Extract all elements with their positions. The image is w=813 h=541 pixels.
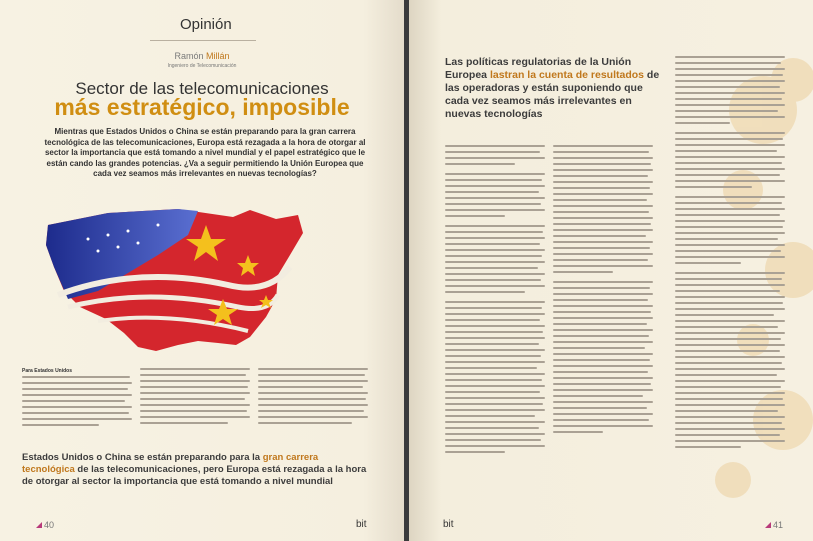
pull-quote-highlight: gran carrera tecnológica (22, 452, 319, 475)
article-lead: Mientras que Estados Unidos o China se están preparando para la gran carrera tecnológica de las telecomunicaciones, Europa está rezagada a la hora de otorgar al sector la importancia que está tomando a nivel mundial y el papel estratégico que le están cando las grandes potencias. ¿Va a seguir permitiendo la Unión Europea que cada vez seamos más irrelevantes en nuevas tecnologías? (44, 127, 366, 178)
magazine-logo-right: bit (443, 519, 454, 530)
page-number-right: 41 (765, 520, 783, 530)
right-pull-quote: Las políticas regulatorias de la Unión Europea lastran la cuenta de resultados de las operadoras y están suponiendo que cada vez seamos más irrelevantes en nuevas tecnologías (445, 56, 660, 120)
section-title: Opinión (180, 16, 232, 33)
right-column-3 (675, 56, 785, 452)
page-number-left: 40 (36, 520, 54, 530)
author-name (0, 51, 404, 61)
author-first-name: Ramón (174, 51, 204, 61)
right-page (409, 0, 813, 541)
column-3 (258, 368, 368, 428)
right-pull-quote-highlight: lastran la cuenta de resultados (489, 69, 644, 81)
column-1 (22, 368, 132, 430)
section-divider (150, 40, 256, 41)
pull-quote: Estados Unidos o China se están preparando para la gran carrera tecnológica de las telecomunicaciones, pero Europa está rezagada a la hora de otorgar al sector la importancia que está tomando a nivel mundial (22, 452, 367, 487)
left-page (0, 0, 404, 541)
author-last-name: Millán (206, 51, 230, 61)
column-1-intro (22, 368, 132, 374)
column-2 (140, 368, 250, 428)
right-column-2 (553, 145, 653, 437)
right-column-1 (445, 145, 545, 457)
page-marker-icon (765, 522, 771, 528)
column-1-lead-in: Para Estados Unidos (22, 368, 73, 374)
magazine-logo-left: bit (356, 519, 367, 530)
author-role: Ingeniero de Telecomunicación (167, 63, 237, 69)
article-title: Sector de las telecomunicaciones (75, 79, 329, 98)
us-china-flag-map-illustration (28, 195, 318, 365)
article-headline: más estratégico, imposible (54, 94, 350, 120)
page-marker-icon (36, 522, 42, 528)
